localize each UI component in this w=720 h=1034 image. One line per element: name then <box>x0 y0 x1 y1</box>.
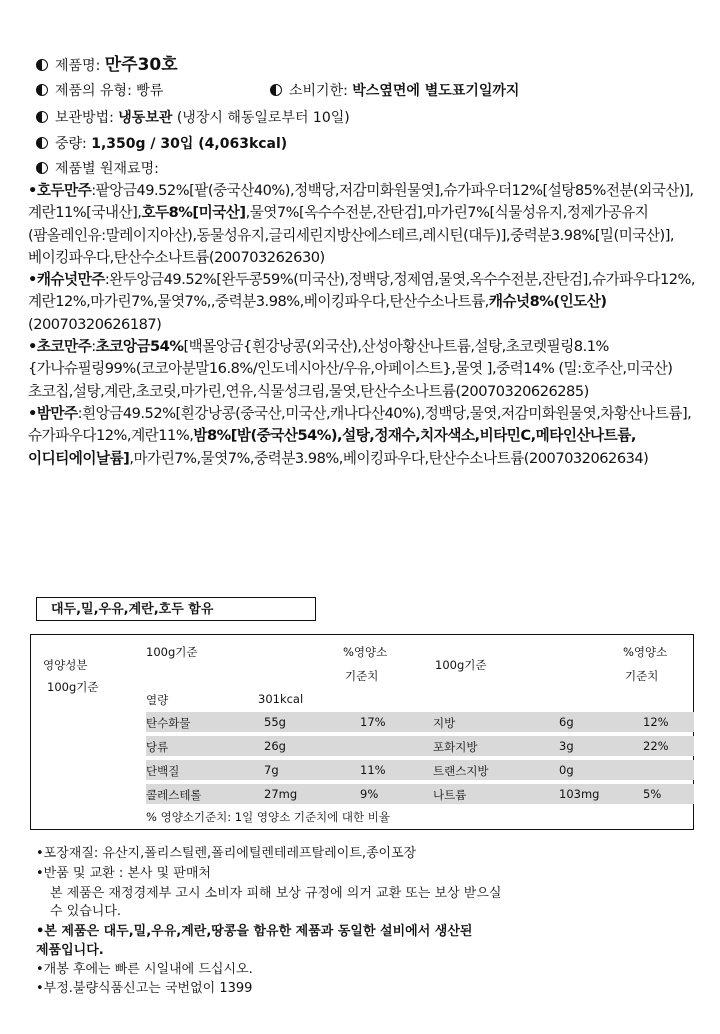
ingredient-cashew <box>28 269 696 336</box>
nutrient-name: 단백질 <box>146 764 180 778</box>
facility-note-2: 제품입니다. <box>36 943 104 958</box>
nutrient-value: 7g <box>264 763 279 777</box>
ingredients-list <box>28 180 696 470</box>
ingredient-name: •호두만주 <box>28 182 92 199</box>
nutrient-name: 탄수화물 <box>146 716 191 730</box>
ingredient-name: •밤만주 <box>28 404 78 422</box>
expiry-line <box>270 80 519 100</box>
ingredient-bold: 호두8%[미국산] <box>141 204 246 222</box>
ingredient-name: •캐슈넛만주 <box>28 271 105 289</box>
exchange-detail: 본 제품은 재정경제부 고시 소비자 피해 보상 규정에 의거 교환 또는 보상 받으실 <box>50 886 502 901</box>
ingredient-text: : <box>91 338 96 356</box>
half-circle-icon <box>36 111 48 123</box>
half-circle-icon <box>36 162 48 174</box>
calories-value: 301kcal <box>258 692 304 706</box>
type-line <box>36 80 163 100</box>
nutrition-basis-left: 100g기준 <box>47 680 99 694</box>
weight-line <box>36 133 287 153</box>
ingredient-text: :팥앙금49.52%[팥(중국산40%),정백당,저감미화원물엿],슈가파우더12%[설탕85%전분(외국산)],계란11%[국내산], <box>28 182 694 222</box>
ingredient-chestnut <box>28 403 696 470</box>
nutrient-percent: 17% <box>360 715 386 729</box>
exchange-detail-2: 수 있습니다. <box>50 904 122 919</box>
packaging-note: •포장재질: 유산지,폴리스틸렌,폴리에틸렌테레프탈레이트,종이포장 <box>36 846 417 861</box>
ingredient-bold: 초코앙금54% <box>95 338 184 356</box>
ingredient-text: :흰앙금49.52%[흰강낭콩(중국산,미국산,캐나다산40%),정백당,물엿,저감미화원물엿,차황산나트륨],슈가파우다12%,계란11%, <box>28 404 692 445</box>
nutrient-value: 55g <box>264 715 286 729</box>
nutrition-row <box>146 784 694 804</box>
storage-line <box>36 107 350 127</box>
storage-note: (냉장시 해동일로부터 10일) <box>176 110 350 126</box>
exchange-note: •반품 및 교환 : 본사 및 판매처 <box>36 866 211 881</box>
ingredient-text: ,마가린7%,물엿7%,중력분3.98%,베이킹파우다,탄산수소나트륨(20070320626​34) <box>129 449 649 467</box>
nutrient-percent: 11% <box>360 763 386 777</box>
nutrient-name: 나트륨 <box>433 788 467 802</box>
type-value: 빵류 <box>136 83 164 99</box>
nutrition-basis: 100g기준 <box>146 645 198 659</box>
nutrition-basis-right: 100g기준 <box>435 658 487 672</box>
expiry-value: 박스옆면에 별도표기일까지 <box>352 83 520 99</box>
after-open-note: •개봉 후에는 빠른 시일내에 드십시오. <box>36 962 253 977</box>
nutrient-value: 103mg <box>559 787 600 801</box>
nutrition-title: 영양성분 <box>43 658 88 672</box>
ingredient-text: ,물엿7%[옥수수전분,잔탄검],마가린7%[식물성유지,정제가공유지(팜올레인유:말레이지아산),동물성유지,글리세린지방산에스테르,레시틴(대두)],중력분3.98%[밀(미국산)],베이킹파우다,탄산수소나트륨(20070326263​0) <box>28 204 675 266</box>
nutrition-footnote: % 영양소기준치: 1일 영양소 기준치에 대한 비율 <box>146 810 391 824</box>
dv-header-bottom-right: 기준치 <box>625 669 659 683</box>
dv-header-bottom: 기준치 <box>345 669 379 683</box>
product-name-label: 제품명: <box>55 58 101 74</box>
nutrient-name: 콜레스테롤 <box>146 788 202 802</box>
storage-label: 보관방법: <box>55 110 114 126</box>
report-note: •부정.불량식품신고는 국번없이 1399 <box>36 981 253 996</box>
ingredient-text: :완두앙금49.52%[완두콩59%(미국산),정백당,정제염,물엿,옥수수전분,잔탄검],슈가파우다12%,계란12%,마가린7%,물엿7%,,중력분3.98%,베이킹파우다,탄산수소나트륨, <box>28 271 696 311</box>
nutrient-percent: 12% <box>643 715 669 729</box>
half-circle-icon <box>270 84 282 96</box>
nutrient-value: 26g <box>264 739 286 753</box>
nutrient-value: 27mg <box>264 787 298 801</box>
nutrient-value: 3g <box>559 739 574 753</box>
nutrient-value: 6g <box>559 715 574 729</box>
weight-value: 1,350g / 30입 (4,063kcal) <box>91 136 288 152</box>
nutrition-row <box>146 712 694 732</box>
nutrient-value: 0g <box>559 763 574 777</box>
product-name-line <box>36 50 178 75</box>
nutrient-name: 당류 <box>146 740 169 754</box>
ingredients-label: 제품별 원재료명: <box>55 161 159 177</box>
ingredient-choco <box>28 336 696 403</box>
half-circle-icon <box>36 59 48 71</box>
nutrient-name: 지방 <box>433 716 456 730</box>
nutrition-row <box>146 736 694 756</box>
product-name: 만주30호 <box>104 55 178 75</box>
ingredient-name: •초코만주 <box>28 338 92 356</box>
nutrient-percent: 5% <box>643 787 662 801</box>
nutrient-percent: 9% <box>360 787 379 801</box>
storage-value: 냉동보관 <box>118 110 173 126</box>
weight-label: 중량: <box>55 136 87 152</box>
ingredient-walnut <box>28 180 696 269</box>
type-label: 제품의 유형: <box>55 83 132 99</box>
nutrient-name: 포화지방 <box>433 740 478 754</box>
ingredients-heading <box>36 158 159 178</box>
ingredient-text: (20070320626187) <box>28 315 162 333</box>
nutrient-name: 트랜스지방 <box>433 764 489 778</box>
facility-note: •본 제품은 대두,밀,우유,계란,땅콩을 함유한 제품과 동일한 설비에서 생산된 <box>36 924 473 939</box>
nutrition-row <box>146 760 694 780</box>
ingredient-bold: 캐슈넛8%(인도산) <box>488 293 607 311</box>
ingredient-bold: 밤8%[밤(중국산54%),설탕,정재수,치자색소,비타민C,메타인산나트륨,이디티에이날륨] <box>28 427 636 467</box>
calories-label: 열량 <box>146 693 169 707</box>
expiry-label: 소비기한: <box>289 83 348 99</box>
allergen-box: 대두,밀,우유,계란,호두 함유 <box>36 597 316 621</box>
dv-header-top-right: %영양소 <box>623 645 668 659</box>
nutrition-table <box>30 634 694 830</box>
nutrient-percent: 22% <box>643 739 669 753</box>
ingredient-text: [백몰앙금{흰강낭콩(외국산),산성아황산나트륨,설탕,초코렛필링8.1%{가나슈필링99%(코코아분말16.8%/인도네시아산/우유,아페이스트},물엿 ],중력14% (밀:호주산,미국산)초코칩,설탕,계란,초코릿,마가린,연유,식물성크림,물엿,탄산수소나트륨(20070320626285) <box>28 338 673 400</box>
half-circle-icon <box>36 84 48 96</box>
half-circle-icon <box>36 137 48 149</box>
dv-header-top: %영양소 <box>343 645 388 659</box>
